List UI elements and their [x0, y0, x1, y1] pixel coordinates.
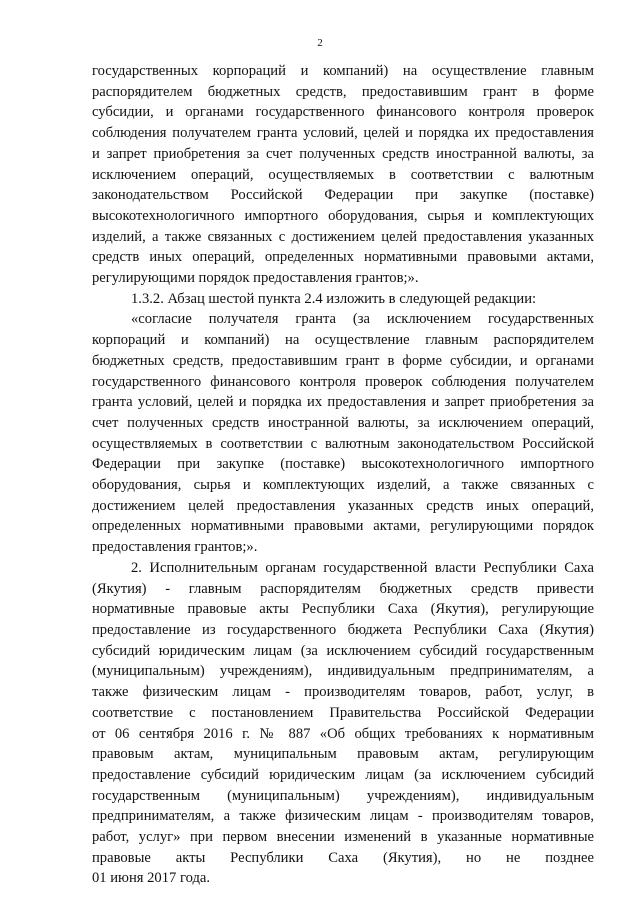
text-line: и запрет приобретения за счет полученных средств иностранной валюты, за — [92, 145, 594, 162]
text-line: средств иных операций, определенных нормативными правовыми актами, — [92, 249, 594, 266]
text-line: (Якутия) - главным распорядителям бюджетных средств привести — [92, 580, 594, 597]
text-line: работ, услуг» при первом внесении изменений в указанные нормативные — [92, 829, 594, 846]
page-number: 2 — [317, 37, 323, 49]
text-line: гранта условий, целей и порядка их предоставления и запрет приобретения за — [92, 394, 594, 411]
text-line: осуществляемых в соответствии с валютным законодательством Российской — [92, 435, 594, 452]
text-line: от 06 сентября 2016 г. № 887 «Об общих требованиях к нормативным — [92, 725, 594, 742]
text-line: нормативные правовые акты Республики Саха (Якутия), регулирующие — [92, 601, 594, 618]
text-line: регулирующими порядок предоставления грантов;». — [92, 270, 419, 287]
text-line: распорядителем бюджетных средств, предоставившим грант в форме — [92, 83, 594, 100]
text-line: бюджетных средств, предоставившим грант в форме субсидии, и органами — [92, 352, 594, 369]
text-line: достижением целей предоставления указанных средств иных операций, — [92, 497, 594, 514]
paragraph-continuation — [92, 61, 594, 289]
text-line: государственных корпораций и компаний) на осуществление главным — [92, 63, 594, 79]
text-line: правовые акты Республики Саха (Якутия), но не позднее — [92, 849, 594, 866]
text-line: 01 июня 2017 года. — [92, 870, 211, 887]
text-line: «согласие получателя гранта (за исключением государственных — [131, 311, 594, 328]
text-line: (муниципальным) учреждениям), индивидуальным предпринимателям, а — [92, 663, 594, 680]
paragraph-quoted-amendment — [92, 309, 594, 557]
text-line: правовым актам, муниципальным правовым актам, регулирующим — [92, 746, 594, 763]
text-line: субсидии, и органами государственного финансового контроля проверок — [92, 104, 594, 121]
text-line: Федерации при закупке (поставке) высокотехнологичного импортного — [92, 456, 594, 473]
text-line: счет полученных средств иностранной валюты, за исключением операций, — [92, 414, 594, 431]
text-line: 1.3.2. Абзац шестой пункта 2.4 изложить в следующей редакции: — [131, 290, 537, 307]
text-line: субсидий юридическим лицам (за исключением субсидий государственным — [92, 642, 594, 659]
text-line: государственным (муниципальным) учреждениям), индивидуальным — [92, 787, 594, 804]
text-line: соответствие с постановлением Правительства Российской Федерации — [92, 704, 594, 721]
text-line: предоставление из государственного бюджета Республики Саха (Якутия) — [92, 621, 594, 638]
paragraph-item-2 — [92, 558, 594, 889]
text-line: исключением операций, осуществляемых в соответствии с валютным — [92, 166, 594, 183]
text-line: предоставления грантов;». — [92, 539, 258, 556]
text-line: государственного финансового контроля проверок соблюдения получателем — [92, 373, 594, 390]
text-line: оборудования, сырья и комплектующих изделий, а также связанных с — [92, 477, 594, 494]
text-line: предоставление субсидий юридическим лицам (за исключением субсидий — [92, 766, 594, 783]
document-body — [92, 61, 594, 889]
text-line: 2. Исполнительным органам государственной власти Республики Саха — [131, 559, 594, 576]
text-line: определенных нормативными правовыми актами, регулирующими порядок — [92, 518, 594, 535]
text-line: предпринимателям, а также физическим лицам - производителям товаров, — [92, 808, 594, 825]
text-line: соблюдения получателем гранта условий, целей и порядка их предоставления — [92, 125, 594, 142]
text-line: законодательством Российской Федерации при закупке (поставке) — [92, 187, 594, 204]
text-line: также физическим лицам - производителям товаров, работ, услуг, в — [92, 684, 594, 701]
text-line: изделий, а также связанных с достижением целей предоставления указанных — [92, 228, 594, 245]
paragraph-item-1-3-2 — [92, 289, 594, 310]
text-line: корпораций и компаний) на осуществление главным распорядителем — [92, 332, 594, 349]
text-line: высокотехнологичного импортного оборудования, сырья и комплектующих — [92, 207, 594, 224]
